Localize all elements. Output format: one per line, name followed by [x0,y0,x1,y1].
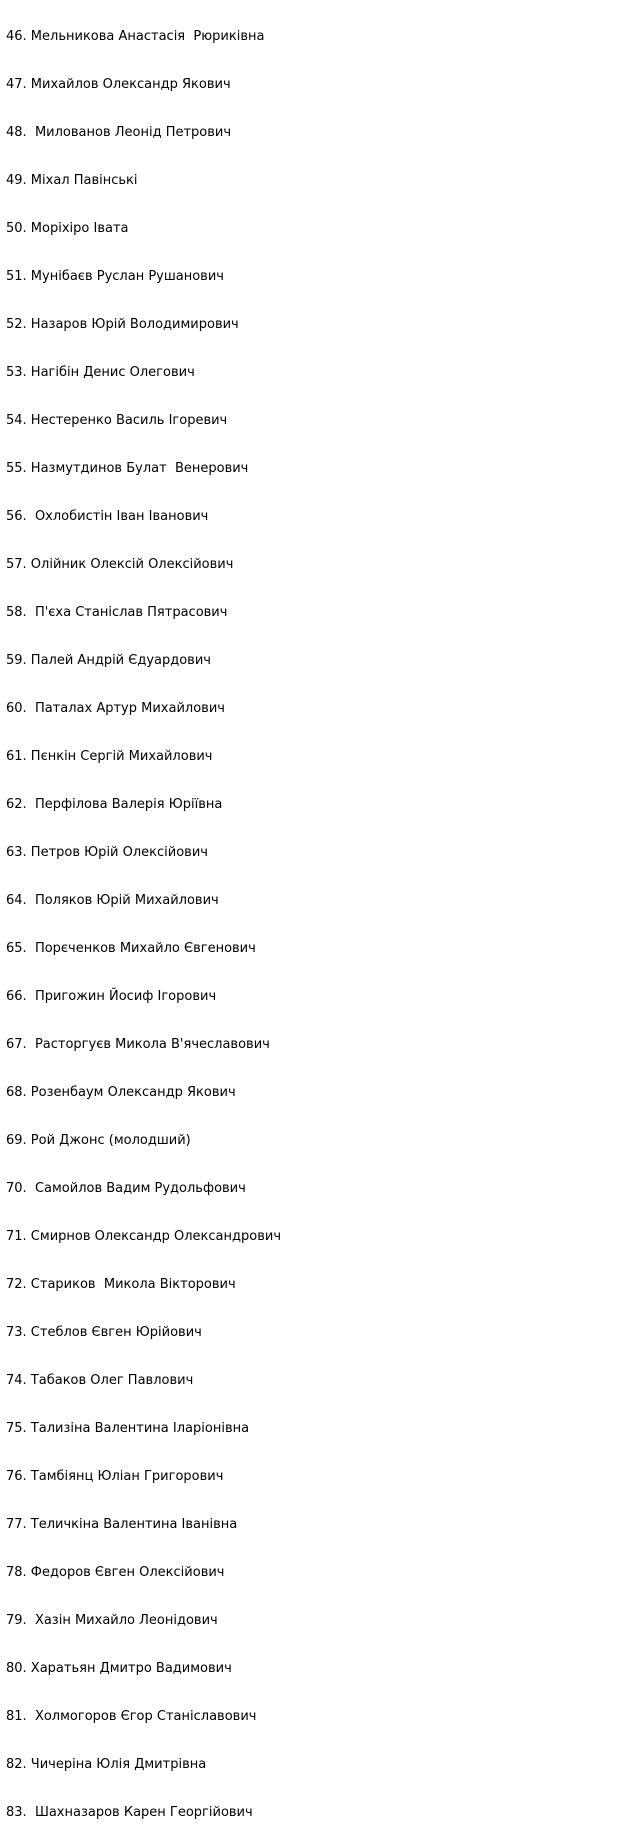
list-item: 70. Самойлов Вадим Рудольфович [6,1181,246,1196]
list-item: 48. Милованов Леонід Петрович [6,125,232,140]
list-item: 63. Петров Юрій Олексійович [6,845,208,860]
list-item: 53. Нагібін Денис Олегович [6,365,195,380]
list-item: 54. Нестеренко Василь Ігоревич [6,413,228,428]
list-item: 75. Тализіна Валентина Іларіонівна [6,1421,250,1436]
list-item: 60. Паталах Артур Михайлович [6,701,225,716]
list-item: 66. Пригожин Йосиф Ігорович [6,989,217,1004]
list-item: 65. Порєченков Михайло Євгенович [6,941,256,956]
list-item: 71. Смирнов Олександр Олександрович [6,1229,282,1244]
list-item: 46. Мельникова Анастасія Рюриківна [6,29,265,44]
list-item: 74. Табаков Олег Павлович [6,1373,194,1388]
names-list [6,0,281,1837]
list-item: 52. Назаров Юрій Володимирович [6,317,239,332]
list-item: 79. Хазін Михайло Леонідович [6,1613,218,1628]
list-item: 47. Михайлов Олександр Якович [6,77,231,92]
list-item: 73. Стеблов Євген Юрійович [6,1325,202,1340]
list-item: 72. Стариков Микола Вікторович [6,1277,236,1292]
list-item: 82. Чичеріна Юлія Дмитрівна [6,1757,207,1772]
list-item: 61. Пєнкін Сергій Михайлович [6,749,213,764]
list-item: 78. Федоров Євген Олексійович [6,1565,225,1580]
list-item: 56. Охлобистін Іван Іванович [6,509,209,524]
list-item: 62. Перфілова Валерія Юріївна [6,797,223,812]
list-item: 81. Холмогоров Єгор Станіславович [6,1709,257,1724]
list-item: 50. Моріхіро Івата [6,221,129,236]
list-item: 57. Олійник Олексій Олексійович [6,557,234,572]
list-item: 68. Розенбаум Олександр Якович [6,1085,236,1100]
list-item: 59. Палей Андрій Єдуардович [6,653,211,668]
list-item: 64. Поляков Юрій Михайлович [6,893,219,908]
list-item: 83. Шахназаров Карен Георгійович [6,1805,253,1820]
list-item: 49. Міхал Павінські [6,173,138,188]
list-item: 67. Расторгуєв Микола В'ячеславович [6,1037,270,1052]
list-item: 51. Мунібаєв Руслан Рушанович [6,269,224,284]
list-item: 55. Назмутдинов Булат Венерович [6,461,249,476]
list-item: 77. Теличкіна Валентина Іванівна [6,1517,238,1532]
list-item: 76. Тамбіянц Юліан Григорович [6,1469,224,1484]
list-item: 80. Харатьян Дмитро Вадимович [6,1661,232,1676]
list-item: 69. Рой Джонс (молодший) [6,1133,191,1148]
list-item: 58. П'єха Станіслав Пятрасович [6,605,228,620]
